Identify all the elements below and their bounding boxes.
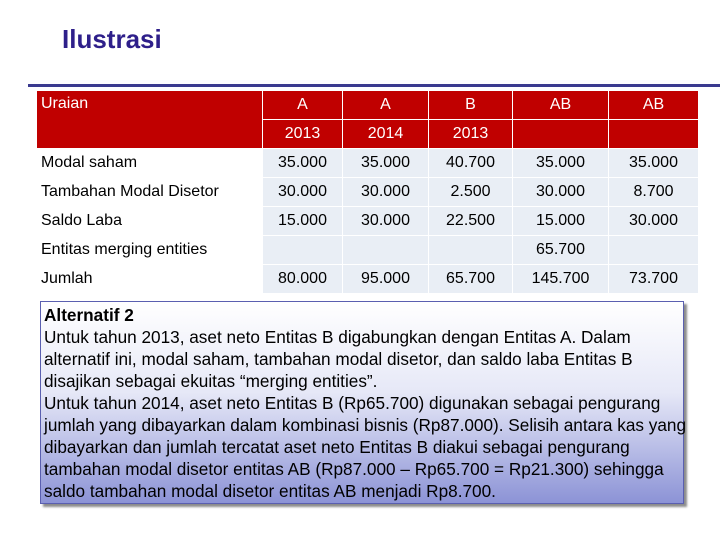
row-label: Modal saham [37,149,263,178]
header-row-entity [37,91,699,120]
header-year: 2013 [263,120,343,149]
table-cell: 65.700 [429,265,513,294]
slide-title: Ilustrasi [62,24,162,54]
table-cell: 30.000 [513,178,609,207]
table-cell: 95.000 [343,265,429,294]
header-year: 2014 [343,120,429,149]
illustration-table [36,90,699,294]
header-entity: A [263,91,343,120]
table-row [37,149,699,178]
table-cell: 40.700 [429,149,513,178]
table-cell: 30.000 [609,207,699,236]
table-cell [343,236,429,265]
row-label: Jumlah [37,265,263,294]
table-cell [263,236,343,265]
note-paragraph: Untuk tahun 2013, aset neto Entitas B digabungkan dengan Entitas A. Dalam alternatif ini, modal saham, tambahan modal disetor, dan saldo laba Entitas B disajikan sebagai ekuitas “merging entities”. [44,327,633,391]
table-cell: 35.000 [263,149,343,178]
header-year: 2013 [429,120,513,149]
title-divider [28,84,720,87]
table-cell: 65.700 [513,236,609,265]
header-uraian: Uraian [37,91,263,149]
table-cell: 35.000 [609,149,699,178]
header-entity: AB [609,91,699,120]
table-row [37,236,699,265]
header-year [609,120,699,149]
row-label: Tambahan Modal Disetor [37,178,263,207]
table-cell: 30.000 [343,178,429,207]
note-paragraph: Untuk tahun 2014, aset neto Entitas B (Rp65.700) digunakan sebagai pengurang jumlah yang dibayarkan dalam kombinasi bisnis (Rp87.000). Selisih antara kas yang dibayarkan dan jumlah tercatat aset neto Entitas B diakui sebagai pengurang tambahan modal disetor entitas AB (Rp87.000 – Rp65.700 = Rp21.300) sehingga saldo tambahan modal disetor entitas AB menjadi Rp8.700. [44,393,687,501]
header-year [513,120,609,149]
table-cell: 2.500 [429,178,513,207]
table-cell: 73.700 [609,265,699,294]
table-cell: 8.700 [609,178,699,207]
table-cell: 35.000 [343,149,429,178]
table-row-total [37,265,699,294]
table-cell: 30.000 [343,207,429,236]
header-entity: B [429,91,513,120]
row-label: Saldo Laba [37,207,263,236]
table-row [37,178,699,207]
table-cell [609,236,699,265]
table-row [37,207,699,236]
table-cell: 15.000 [513,207,609,236]
note-title: Alternatif 2 [44,305,134,325]
header-entity: AB [513,91,609,120]
table-cell: 22.500 [429,207,513,236]
table-cell [429,236,513,265]
table-cell: 30.000 [263,178,343,207]
table-cell: 80.000 [263,265,343,294]
table-cell: 145.700 [513,265,609,294]
header-entity: A [343,91,429,120]
table-cell: 35.000 [513,149,609,178]
note-text [44,304,694,502]
row-label: Entitas merging entities [37,236,263,265]
table-cell: 15.000 [263,207,343,236]
